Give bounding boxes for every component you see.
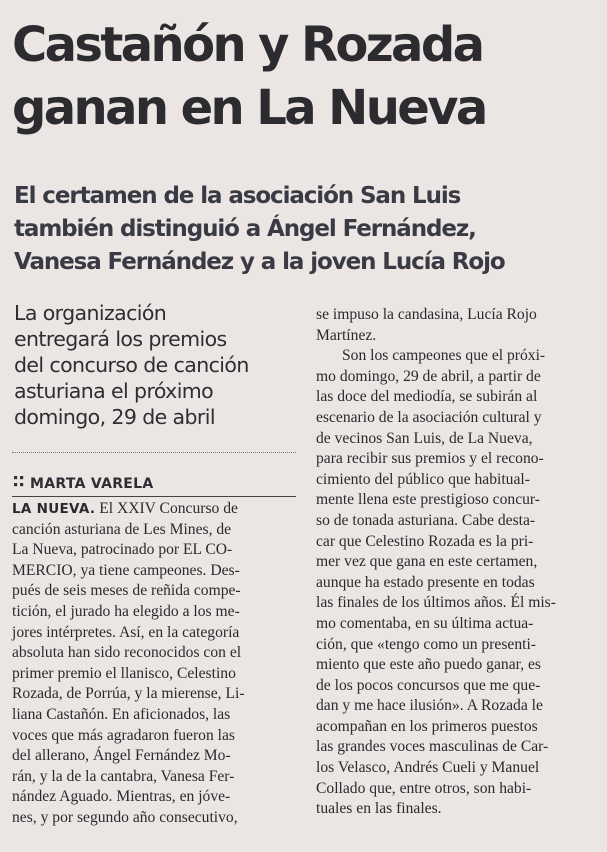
body-line: se impuso la candasina, Lucía Rojo <box>316 306 537 323</box>
body-column-right <box>316 305 604 820</box>
body-line: car que Celestino Rozada es la pri- <box>316 532 534 550</box>
body-line: cimiento del público que habitual- <box>316 470 530 488</box>
body-line: liana Castañón. En aficionados, las <box>12 705 231 723</box>
body-line: Rozada, de Porrúa, y la mierense, Li- <box>12 685 245 703</box>
body-line: MERCIO, ya tiene campeones. Des- <box>12 561 240 579</box>
byline-author: MARTA VARELA <box>30 476 154 492</box>
body-line: acompañan en los primeros puestos <box>316 717 538 735</box>
body-line: La Nueva, patrocinado por EL CO- <box>12 541 233 559</box>
body-line: mo comentaba, en su última actua- <box>316 614 534 632</box>
body-line: tuales en las finales. <box>316 800 442 818</box>
headline-line: Castañón y Rozada <box>12 17 483 73</box>
body-line: los Velasco, Andrés Cueli y Manuel <box>316 759 540 777</box>
headline-line: ganan en La Nueva <box>12 80 486 136</box>
body-line: nández Aguado. Mientras, en jóve- <box>12 788 231 806</box>
body-line: rán, y la de la cantabra, Vanesa Fer- <box>12 767 235 785</box>
body-line: primer premio el llanisco, Celestino <box>12 664 236 682</box>
subheadline-line: Vanesa Fernández y a la joven Lucía Rojo <box>14 249 505 275</box>
subheadline-line: también distinguió a Ángel Fernández, <box>14 216 476 242</box>
lede-line: entregará los premios <box>14 327 227 351</box>
body-line: Son los campeones que el próxi- <box>342 347 546 365</box>
body-line: miento que este año puedo ganar, es <box>316 656 541 674</box>
body-line: canción asturiana de Les Mines, de <box>12 520 232 538</box>
body-line: mer vez que gana en este certamen, <box>316 553 538 571</box>
body-line: mente llena este prestigioso concur- <box>316 491 540 509</box>
headline <box>12 14 602 140</box>
body-line: las finales de los últimos años. Él mis- <box>316 594 556 612</box>
body-line: Collado que, entre otros, son habi- <box>316 779 532 797</box>
body-line: dan y me hace ilusión». A Rozada le <box>316 697 543 715</box>
lede-line: asturiana el próximo <box>14 379 214 403</box>
body-column-left <box>12 499 298 829</box>
body-line: absoluta han sido reconocidos con el <box>12 644 242 662</box>
body-line: jores intérpretes. Así, en la categoría <box>12 623 240 641</box>
subheadline <box>14 180 604 279</box>
body-line: pués de seis meses de reñida compe- <box>12 582 241 600</box>
dateline: LA NUEVA. <box>12 501 96 517</box>
body-line: so de tonada asturiana. Cabe desta- <box>316 511 536 529</box>
lede-line: La organización <box>14 301 167 325</box>
body-line: escenario de la asociación cultural y <box>316 408 542 426</box>
body-line: mo domingo, 29 de abril, a partir de <box>316 367 541 385</box>
lede <box>14 300 304 430</box>
body-line: ción, que «tengo como un presenti- <box>316 635 536 653</box>
body-line: aunque ha estado presente en todas <box>316 573 535 591</box>
body-line: de vecinos San Luis, de La Nueva, <box>316 429 533 447</box>
lede-divider <box>12 452 296 453</box>
body-line: voces que más agradaron fueron las <box>12 726 235 744</box>
body-line: para recibir sus premios y el recono- <box>316 450 544 468</box>
body-line: LA NUEVA. El XXIV Concurso de <box>12 500 238 517</box>
body-line: nes, y por segundo año consecutivo, <box>12 808 238 826</box>
body-line: de los pocos concursos que me que- <box>316 676 541 694</box>
body-line: las doce del mediodía, se subirán al <box>316 388 538 406</box>
body-line: Martínez. <box>316 326 377 344</box>
lede-line: domingo, 29 de abril <box>14 405 215 429</box>
byline-dots-icon <box>12 475 26 489</box>
body-line: las grandes voces masculinas de Car- <box>316 738 549 756</box>
lede-line: del concurso de canción <box>14 353 249 377</box>
body-line: del allerano, Ángel Fernández Mo- <box>12 747 231 765</box>
body-line: tición, el jurado ha elegido a los me- <box>12 602 240 620</box>
byline <box>12 474 296 497</box>
subheadline-line: El certamen de la asociación San Luis <box>14 183 461 209</box>
